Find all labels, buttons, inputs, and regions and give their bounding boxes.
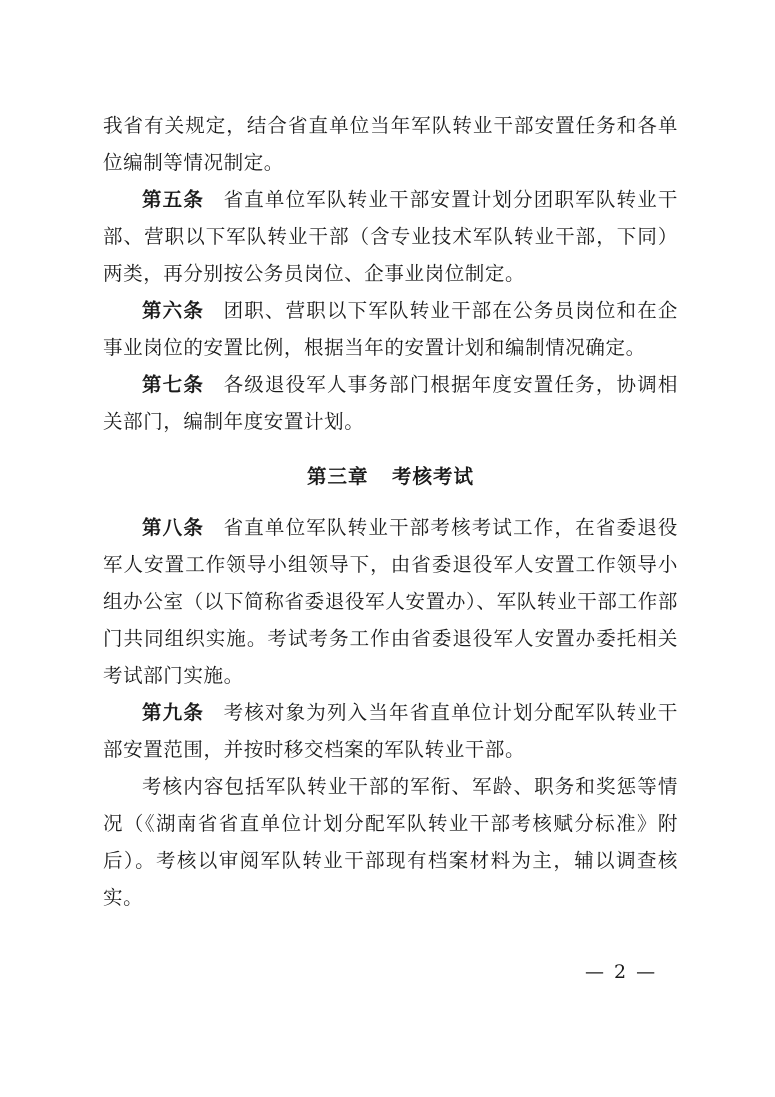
article-9-paragraph-2 xyxy=(103,768,678,916)
chapter-heading xyxy=(103,458,678,495)
article-text: 考核对象为列入当年省直单位计划分配军队转业干部安置范围，并按时移交档案的军队转业干部。 xyxy=(103,701,678,761)
article-8 xyxy=(103,509,678,694)
article-text: 省直单位军队转业干部安置计划分团职军队转业干部、营职以下军队转业干部（含专业技术军队转业干部，下同）两类，再分别按公务员岗位、企事业岗位制定。 xyxy=(103,188,678,285)
article-label: 第五条 xyxy=(142,188,205,211)
article-label: 第六条 xyxy=(142,299,205,322)
article-text: 各级退役军人事务部门根据年度安置任务，协调相关部门，编制年度安置计划。 xyxy=(103,373,678,433)
article-6 xyxy=(103,292,678,366)
article-5 xyxy=(103,181,678,292)
document-body xyxy=(103,107,678,916)
article-label: 第九条 xyxy=(142,701,205,724)
article-text: 团职、营职以下军队转业干部在公务员岗位和在企事业岗位的安置比例，根据当年的安置计划和编制情况确定。 xyxy=(103,299,678,359)
paragraph-text: 考核内容包括军队转业干部的军衔、军龄、职务和奖惩等情况（《湖南省省直单位计划分配军队转业干部考核赋分标准》附后）。考核以审阅军队转业干部现有档案材料为主，辅以调查核实。 xyxy=(103,775,678,909)
page-number: — 2 — xyxy=(585,961,658,983)
paragraph-text: 我省有关规定，结合省直单位当年军队转业干部安置任务和各单位编制等情况制定。 xyxy=(103,114,678,174)
article-text: 省直单位军队转业干部考核考试工作，在省委退役军人安置工作领导小组领导下，由省委退役军人安置工作领导小组办公室（以下简称省委退役军人安置办）、军队转业干部工作部门共同组织实施。考试考务工作由省委退役军人安置办委托相关考试部门实施。 xyxy=(103,516,678,687)
paragraph-intro-continuation xyxy=(103,107,678,181)
article-label: 第七条 xyxy=(142,373,205,396)
chapter-title: 考核考试 xyxy=(391,465,474,488)
chapter-number: 第三章 xyxy=(307,465,369,488)
article-7 xyxy=(103,366,678,440)
article-label: 第八条 xyxy=(142,516,205,539)
article-9 xyxy=(103,694,678,768)
